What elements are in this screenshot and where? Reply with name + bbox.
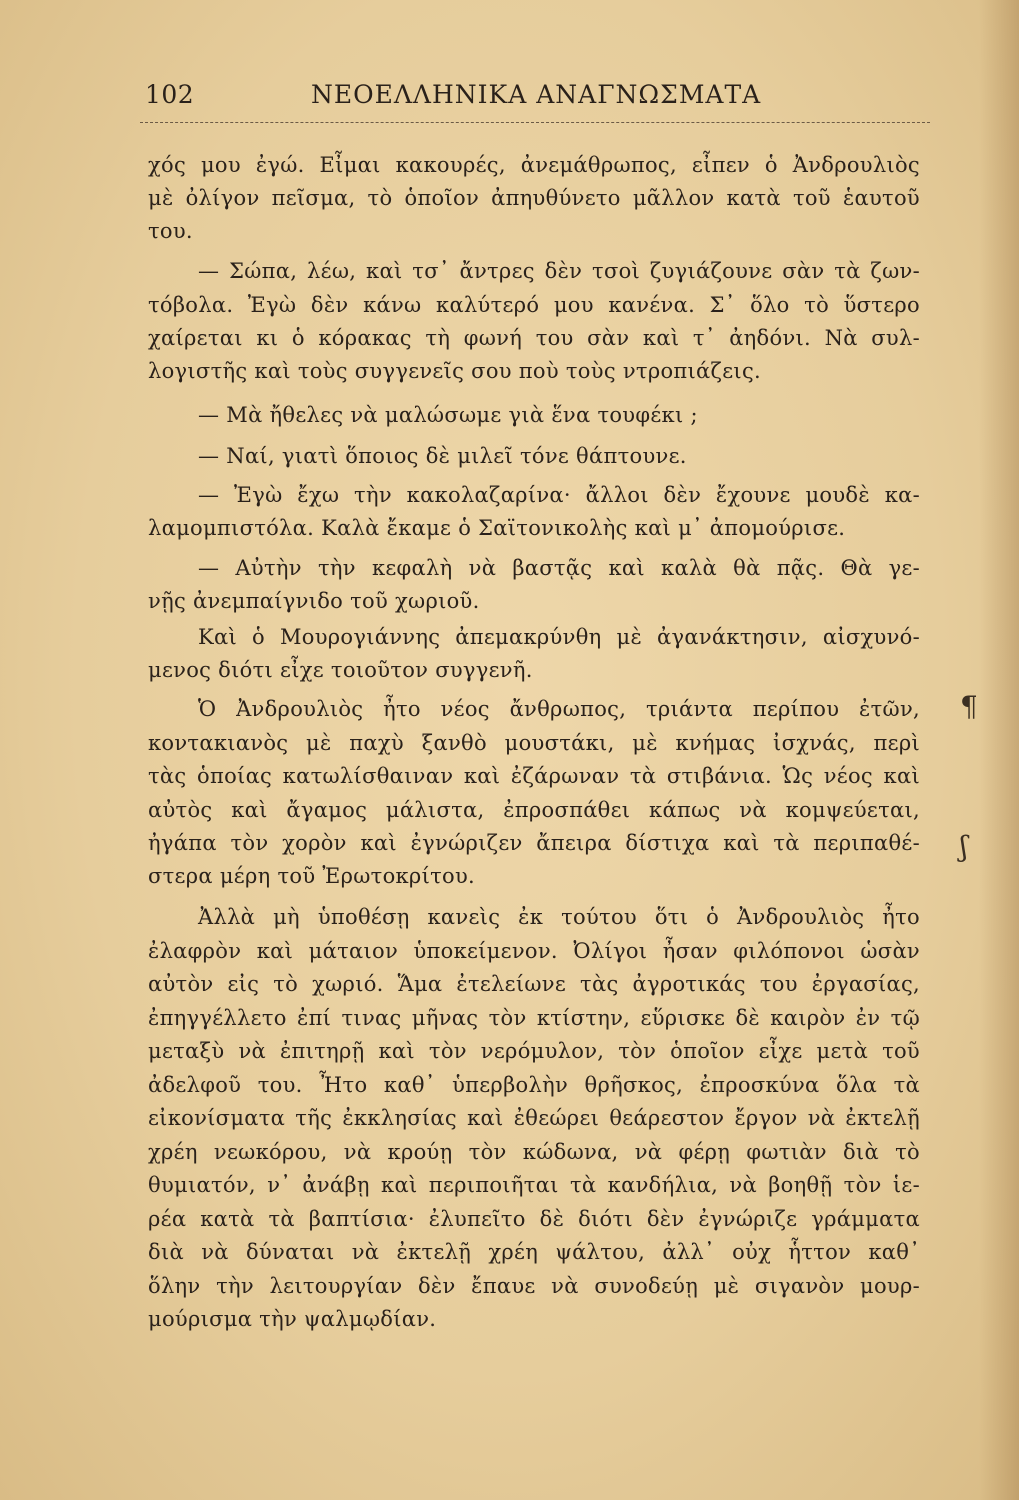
text-line: ρέα κατὰ τὰ βαπτίσια· ἐλυπεῖτο δὲ διότι δὲν ἐγνώριζε γράμματα [148, 1207, 920, 1231]
text-line: ἀδελφοῦ του. Ἦτο καθ᾿ ὑπερβολὴν θρῆσκος, ἐπροσκύνα ὅλα τὰ [148, 1073, 920, 1097]
text-line: αὐτὸς καὶ ἄγαμος μάλιστα, ἐπροσπάθει κάπως νὰ κομψεύεται, [148, 798, 920, 822]
text-line: λογιστῆς καὶ τοὺς συγγενεῖς σου ποὺ τοὺς ντροπιάζεις. [148, 359, 761, 383]
text-line: κοντακιανὸς μὲ παχὺ ξανθὸ μουστάκι, μὲ κνήμας ἰσχνάς, περὶ [148, 731, 920, 755]
text-line: αὐτὸν εἰς τὸ χωριό. Ἅμα ἐτελείωνε τὰς ἀγροτικάς του ἐργασίας, [148, 972, 920, 996]
text-line: του. [148, 219, 193, 243]
text-line: — Μὰ ἤθελες νὰ μαλώσωμε γιὰ ἕνα τουφέκι ; [198, 403, 698, 427]
running-title: ΝΕΟΕΛΛΗΝΙΚΑ ΑΝΑΓΝΩΣΜΑΤΑ [311, 80, 762, 109]
margin-mark: ʃ [960, 830, 968, 863]
text-line: εἰκονίσματα τῆς ἐκκλησίας καὶ ἐθεώρει θεάρεστον ἔργον νὰ ἐκτελῇ [148, 1106, 920, 1130]
text-line: ἐπηγγέλλετο ἐπί τινας μῆνας τὸν κτίστην, εὕρισκε δὲ καιρὸν ἐν τῷ [148, 1006, 920, 1030]
page-number: 102 [145, 80, 195, 109]
text-line: — Αὐτὴν τὴν κεφαλὴ νὰ βαστᾷς καὶ καλὰ θὰ πᾷς. Θὰ γε- [198, 556, 920, 580]
header-rule [140, 122, 930, 123]
text-line: Ὁ Ἀνδρουλιὸς ἦτο νέος ἄνθρωπος, τριάντα περίπου ἐτῶν, [198, 697, 920, 721]
text-line: ἐλαφρὸν καὶ μάταιον ὑποκείμενον. Ὀλίγοι ἦσαν φιλόπονοι ὡσὰν [148, 939, 920, 963]
text-line: μεταξὺ νὰ ἐπιτηρῇ καὶ τὸν νερόμυλον, τὸν ὁποῖον εἶχε μετὰ τοῦ [148, 1039, 920, 1063]
text-line: στερα μέρη τοῦ Ἐρωτοκρίτου. [148, 864, 476, 888]
text-line: μὲ ὀλίγον πεῖσμα, τὸ ὁποῖον ἀπηυθύνετο μᾶλλον κατὰ τοῦ ἑαυτοῦ [148, 186, 920, 210]
text-line: θυμιατόν, ν᾿ ἀνάβῃ καὶ περιποιῆται τὰ κανδήλια, νὰ βοηθῇ τὸν ἱε- [148, 1173, 920, 1197]
text-line: — Ἐγὼ ἔχω τὴν κακολαζαρίνα· ἄλλοι δὲν ἔχουνε μουδὲ κα- [198, 483, 920, 507]
text-line: — Σώπα, λέω, καὶ τσ᾿ ἄντρες δὲν τσοὶ ζυγιάζουνε σὰν τὰ ζων- [198, 259, 920, 283]
text-line: — Ναί, γιατὶ ὅποιος δὲ μιλεῖ τόνε θάπτουνε. [198, 444, 687, 468]
text-line: ἠγάπα τὸν χορὸν καὶ ἐγνώριζεν ἄπειρα δίστιχα καὶ τὰ περιπαθέ- [148, 831, 920, 855]
text-line: τόβολα. Ἐγὼ δὲν κάνω καλύτερό μου κανένα. Σ᾿ ὅλο τὸ ὕστερο [148, 293, 920, 317]
margin-mark: ¶ [960, 690, 978, 723]
text-line: χρέη νεωκόρου, νὰ κρούῃ τὸν κώδωνα, νὰ φέρῃ φωτιὰν διὰ τὸ [148, 1140, 920, 1164]
page-edge-shadow [979, 0, 1019, 1500]
text-line: χαίρεται κι ὁ κόρακας τὴ φωνή του σὰν καὶ τ᾿ ἀηδόνι. Νὰ συλ- [148, 326, 920, 350]
text-line: λαμομπιστόλα. Καλὰ ἔκαμε ὁ Σαϊτονικολὴς καὶ μ᾿ ἀπομούρισε. [148, 516, 846, 540]
text-line: διὰ νὰ δύναται νὰ ἐκτελῇ χρέη ψάλτου, ἀλλ᾿ οὐχ ἧττον καθ᾿ [148, 1240, 920, 1264]
text-line: χός μου ἐγώ. Εἶμαι κακουρές, ἀνεμάθρωπος, εἶπεν ὁ Ἀνδρουλιὸς [148, 153, 920, 177]
text-line: νῇς ἀνεμπαίγνιδο τοῦ χωριοῦ. [148, 589, 480, 613]
text-line: ὅλην τὴν λειτουργίαν δὲν ἔπαυε νὰ συνοδεύῃ μὲ σιγανὸν μουρ- [148, 1274, 920, 1298]
text-line: Καὶ ὁ Μουρογιάννης ἀπεμακρύνθη μὲ ἀγανάκτησιν, αἰσχυνό- [198, 625, 920, 649]
page-header [145, 80, 925, 120]
text-line: μούρισμα τὴν ψαλμῳδίαν. [148, 1307, 437, 1331]
text-line: τὰς ὁποίας κατωλίσθαιναν καὶ ἐζάρωναν τὰ στιβάνια. Ὡς νέος καὶ [148, 764, 920, 788]
text-line: μενος διότι εἶχε τοιοῦτον συγγενῆ. [148, 658, 533, 682]
text-line: Ἀλλὰ μὴ ὑποθέσῃ κανεὶς ἐκ τούτου ὅτι ὁ Ἀνδρουλιὸς ἦτο [198, 905, 920, 929]
